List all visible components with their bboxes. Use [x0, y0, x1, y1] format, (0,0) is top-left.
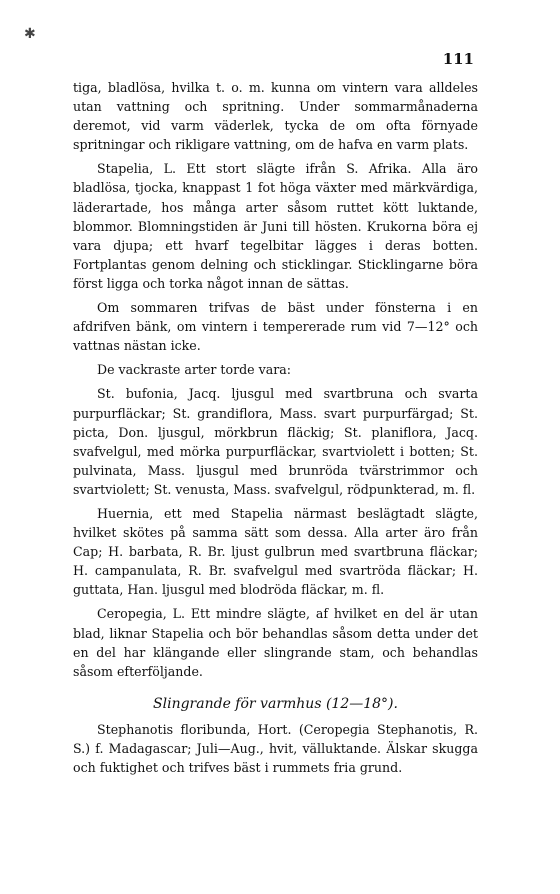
corner-mark: ✱ — [24, 26, 36, 42]
paragraph: St. bufonia, Jacq. ljusgul med svartbruna och svarta purpurfläckar; St. grandiflora, Mass. svart purpurfärgad; St. picta, Don. ljusgul, mörkbrun fläckig; St. planiflora, Jacq. svafvelgul, med mörka purpurfläckar, svartviolett i botten; St. pulvinata, Mass. ljusgul med brunröda tvärstrimmor och svartviolett; St. venusta, Mass. svafvelgul, rödpunkterad, m. fl. — [73, 386, 478, 497]
paragraph: Om sommaren trifvas de bäst under fönsterna i en afdrifven bänk, om vintern i tempererade rum vid 7—12° och vattnas nästan icke. — [73, 300, 478, 354]
page-number: 111 — [442, 50, 474, 68]
paragraph: Ceropegia, L. Ett mindre slägte, af hvilket en del är utan blad, liknar Stapelia och bör behandlas såsom detta under det en del har klängande eller slingrande stam, och behandlas såsom efterföljande. — [73, 606, 478, 679]
page-body — [73, 78, 478, 777]
paragraph: tiga, bladlösa, hvilka t. o. m. kunna om vintern vara alldeles utan vattning och spritning. Under sommarmånaderna deremot, vid varm väderlek, tycka de om ofta förnyade spritningar och rikligare vattning, om de hafva en varm plats. — [73, 80, 478, 153]
paragraph: De vackraste arter torde vara: — [97, 362, 292, 378]
paragraph: Stapelia, L. Ett stort slägte ifrån S. Afrika. Alla äro bladlösa, tjocka, knappast 1 fot höga växter med märkvärdiga, läderartade, hos många arter såsom ruttet kött luktande, blommor. Blomningstiden är Juni till hösten. Krukorna böra ej vara djupa; ett hvarf tegelbitar lägges i deras botten. Fortplantas genom delning och sticklingar. Sticklingarne böra först ligga och torka något innan de sättas. — [73, 161, 478, 291]
paragraph: Stephanotis floribunda, Hort. (Ceropegia Stephanotis, R. S.) f. Madagascar; Juli—Aug., hvit, välluktande. Älskar skugga och fuktighet och trifves bäst i rummets fria grund. — [73, 721, 478, 776]
section-title: Slingrande för varmhus (12—18°). — [153, 695, 398, 712]
paragraph: Huernia, ett med Stapelia närmast beslägtadt slägte, hvilket skötes på samma sätt som dessa. Alla arter äro från Cap; H. barbata, R. Br. ljust gulbrun med svartbruna fläckar; H. campanulata, R. Br. svafvelgul med svartröda fläckar; H. guttata, Han. ljusgul med blodröda fläckar, m. fl. — [73, 505, 478, 598]
